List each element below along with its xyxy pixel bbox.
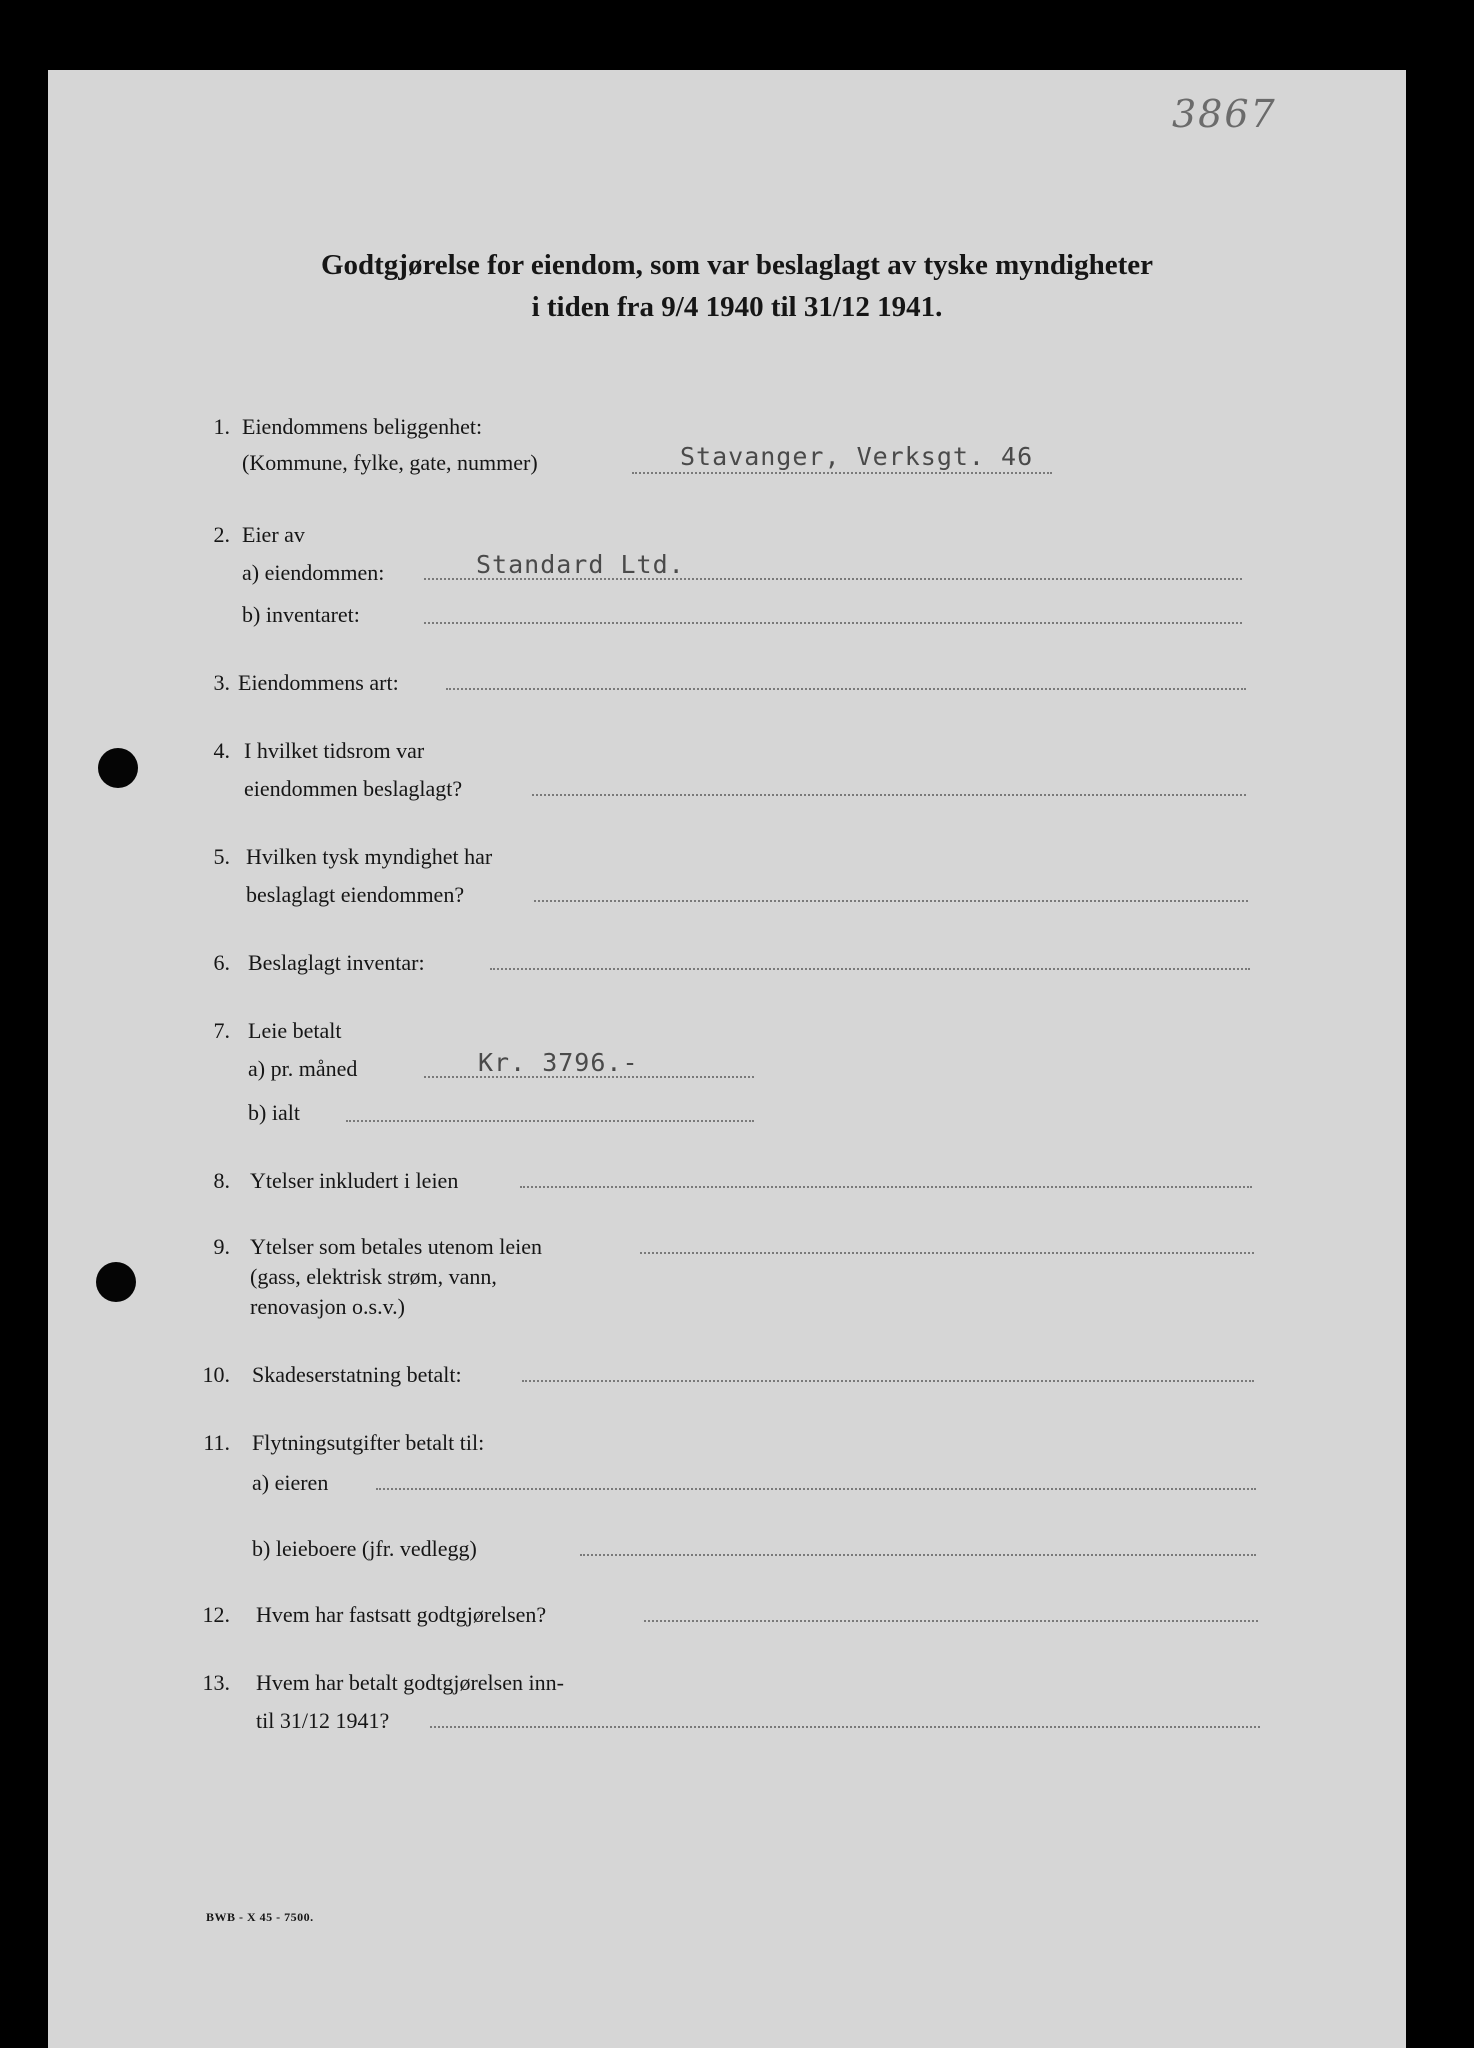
answer-line-owner-inventory bbox=[424, 622, 1242, 624]
item-sublabel: beslaglagt eiendommen? bbox=[246, 882, 465, 907]
answer-line-fixed-by bbox=[644, 1620, 1258, 1622]
handwritten-archive-number: 3867 bbox=[1172, 92, 1277, 136]
item-number: 3. bbox=[213, 670, 230, 695]
item-sublabel-b: b) inventaret: bbox=[242, 602, 360, 627]
typed-location-value: Stavanger, Verksgt. 46 bbox=[680, 442, 1034, 471]
answer-line-moving-owner bbox=[376, 1488, 1256, 1490]
typed-rent-value: Kr. 3796.- bbox=[478, 1048, 639, 1077]
item-number: 9. bbox=[213, 1234, 230, 1259]
item-label: Ytelser inkludert i leien bbox=[250, 1168, 459, 1193]
item-number: 2. bbox=[213, 522, 230, 547]
item-label: Ytelser som betales utenom leien bbox=[250, 1234, 543, 1259]
item-label: Skadeserstatning betalt: bbox=[252, 1362, 462, 1387]
item-label: Beslaglagt inventar: bbox=[248, 950, 425, 975]
punch-hole-bottom bbox=[96, 1262, 136, 1302]
answer-line-paid-by bbox=[430, 1726, 1260, 1728]
answer-line-authority bbox=[534, 900, 1248, 902]
item-label: Eiendommens art: bbox=[238, 670, 399, 695]
document-title bbox=[150, 244, 1324, 328]
answer-line-included-services bbox=[520, 1186, 1252, 1188]
item-sublabel-a: a) eieren bbox=[252, 1470, 329, 1495]
item-number: 10. bbox=[202, 1362, 230, 1387]
answer-line-compensation bbox=[522, 1380, 1254, 1382]
item-number: 4. bbox=[213, 738, 230, 763]
print-code: BWB - X 45 - 7500. bbox=[206, 1910, 314, 1924]
item-number: 6. bbox=[213, 950, 230, 975]
answer-line-property-type bbox=[446, 688, 1246, 690]
answer-line-total-rent bbox=[346, 1120, 754, 1122]
title-line-2: i tiden fra 9/4 1940 til 31/12 1941. bbox=[531, 291, 943, 323]
typed-owner-value: Standard Ltd. bbox=[476, 550, 685, 579]
item-sublabel-a: a) eiendommen: bbox=[242, 560, 385, 585]
item-number: 8. bbox=[213, 1168, 230, 1193]
item-number: 1. bbox=[213, 414, 230, 439]
answer-line-location bbox=[632, 472, 1052, 474]
item-number: 7. bbox=[213, 1018, 230, 1043]
answer-line-extra-services bbox=[640, 1252, 1254, 1254]
punch-hole-top bbox=[98, 748, 138, 788]
item-sublabel: til 31/12 1941? bbox=[256, 1708, 390, 1733]
item-label: Hvem har betalt godtgjørelsen inn- bbox=[256, 1670, 564, 1695]
item-number: 5. bbox=[213, 844, 230, 869]
item-label: Eiendommens beliggenhet: bbox=[242, 414, 483, 439]
answer-line-inventory bbox=[490, 968, 1250, 970]
item-sublabel-b: b) ialt bbox=[248, 1100, 300, 1125]
item-sublabel: eiendommen beslaglagt? bbox=[244, 776, 463, 801]
answer-line-period bbox=[532, 794, 1246, 796]
item-label: Hvilken tysk myndighet har bbox=[246, 844, 493, 869]
item-sublabel: renovasjon o.s.v.) bbox=[250, 1294, 405, 1319]
item-sublabel-a: a) pr. måned bbox=[248, 1056, 358, 1081]
item-label: Hvem har fastsatt godtgjørelsen? bbox=[256, 1602, 547, 1627]
item-sublabel: (Kommune, fylke, gate, nummer) bbox=[242, 450, 538, 475]
title-line-1: Godtgjørelse for eiendom, som var beslaglagt av tyske myndigheter bbox=[320, 249, 1154, 281]
item-sublabel: (gass, elektrisk strøm, vann, bbox=[250, 1264, 497, 1289]
item-label: Eier av bbox=[242, 522, 305, 547]
item-number: 13. bbox=[202, 1670, 230, 1695]
item-label: I hvilket tidsrom var bbox=[244, 738, 425, 763]
item-label: Flytningsutgifter betalt til: bbox=[252, 1430, 485, 1455]
item-number: 11. bbox=[203, 1430, 230, 1455]
item-sublabel-b: b) leieboere (jfr. vedlegg) bbox=[252, 1536, 477, 1561]
item-number: 12. bbox=[202, 1602, 230, 1627]
answer-line-moving-tenants bbox=[580, 1554, 1256, 1556]
item-label: Leie betalt bbox=[248, 1018, 342, 1043]
